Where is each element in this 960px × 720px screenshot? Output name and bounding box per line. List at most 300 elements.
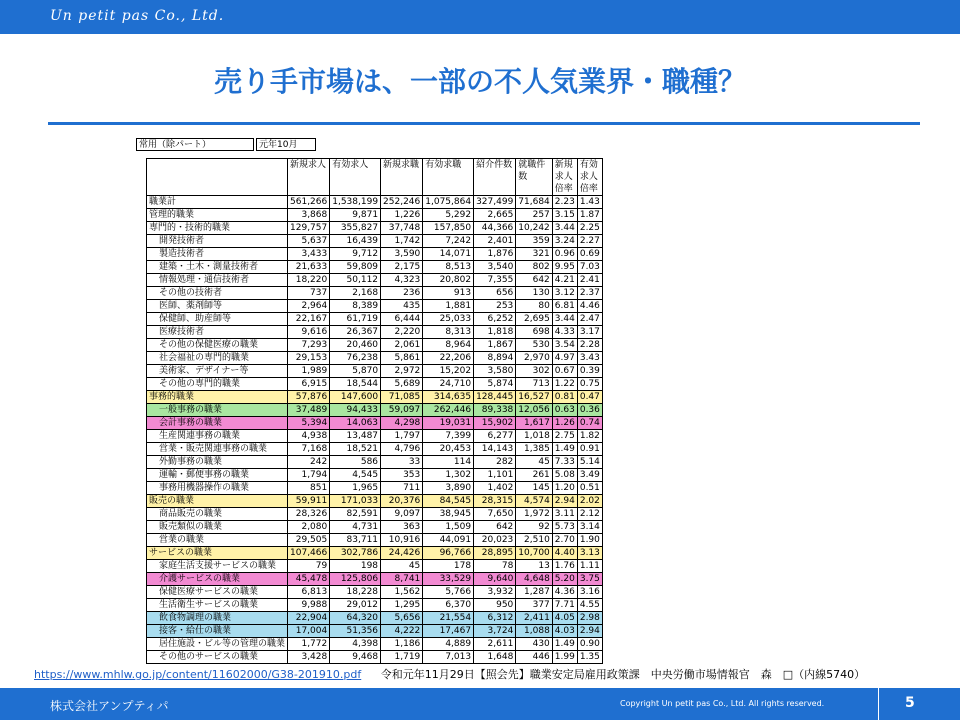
occupation-label: 会計事務の職業	[147, 417, 288, 430]
column-header: 新規求人倍率	[552, 159, 577, 196]
occupation-label: 飲食物調理の職業	[147, 612, 288, 625]
table-cell: 3.54	[552, 339, 577, 352]
table-cell: 147,600	[330, 391, 381, 404]
table-cell: 9,640	[474, 573, 516, 586]
table-cell: 25,033	[423, 313, 474, 326]
table-row	[147, 391, 603, 404]
occupation-label: 生活衛生サービスの職業	[147, 599, 288, 612]
table-cell: 171,033	[330, 495, 381, 508]
table-cell: 7,650	[474, 508, 516, 521]
table-cell: 2,401	[474, 235, 516, 248]
table-cell: 21,554	[423, 612, 474, 625]
table-cell: 1,797	[381, 430, 423, 443]
table-cell: 302	[516, 365, 553, 378]
table-cell: 8,894	[474, 352, 516, 365]
table-cell: 96,766	[423, 547, 474, 560]
table-cell: 9,468	[330, 651, 381, 664]
table-cell: 1,018	[516, 430, 553, 443]
table-cell: 7.33	[552, 456, 577, 469]
occupation-label: 生産関連事務の職業	[147, 430, 288, 443]
table-cell: 20,023	[474, 534, 516, 547]
table-cell: 64,320	[330, 612, 381, 625]
table-cell: 642	[516, 274, 553, 287]
table-cell: 8,513	[423, 261, 474, 274]
table-cell: 4,574	[516, 495, 553, 508]
table-cell: 3.43	[577, 352, 602, 365]
table-cell: 5,766	[423, 586, 474, 599]
table-cell: 1,881	[423, 300, 474, 313]
occupation-label: 一般事務の職業	[147, 404, 288, 417]
table-cell: 1,989	[288, 365, 330, 378]
job-statistics-table	[146, 158, 603, 664]
table-cell: 0.91	[577, 443, 602, 456]
table-cell: 242	[288, 456, 330, 469]
table-cell: 129,757	[288, 222, 330, 235]
table-cell: 586	[330, 456, 381, 469]
table-cell: 1.49	[552, 638, 577, 651]
table-row	[147, 430, 603, 443]
slide-title: 売り手市場は、一部の不人気業界・職種？	[213, 65, 746, 98]
table-cell: 851	[288, 482, 330, 495]
table-cell: 0.51	[577, 482, 602, 495]
table-cell: 2,411	[516, 612, 553, 625]
table-cell: 3,868	[288, 209, 330, 222]
table-cell: 2,510	[516, 534, 553, 547]
table-cell: 2,061	[381, 339, 423, 352]
table-cell: 4.21	[552, 274, 577, 287]
table-cell: 89,338	[474, 404, 516, 417]
table-cell: 2.98	[577, 612, 602, 625]
table-cell: 21,633	[288, 261, 330, 274]
table-cell: 94,433	[330, 404, 381, 417]
table-cell: 4.36	[552, 586, 577, 599]
table-row	[147, 599, 603, 612]
table-cell: 0.67	[552, 365, 577, 378]
sheet-label: 常用（除パート）	[136, 138, 254, 151]
table-cell: 1.82	[577, 430, 602, 443]
table-cell: 22,904	[288, 612, 330, 625]
table-cell: 29,012	[330, 599, 381, 612]
table-cell: 84,545	[423, 495, 474, 508]
table-cell: 28,315	[474, 495, 516, 508]
table-cell: 5,870	[330, 365, 381, 378]
occupation-label: 介護サービスの職業	[147, 573, 288, 586]
table-cell: 7.03	[577, 261, 602, 274]
table-cell: 0.96	[552, 248, 577, 261]
table-cell: 1,287	[516, 586, 553, 599]
table-cell: 1,509	[423, 521, 474, 534]
table-cell: 2,972	[381, 365, 423, 378]
table-row	[147, 521, 603, 534]
table-cell: 1.22	[552, 378, 577, 391]
table-cell: 3.13	[577, 547, 602, 560]
table-cell: 19,031	[423, 417, 474, 430]
occupation-label: 商品販売の職業	[147, 508, 288, 521]
table-cell: 1,075,864	[423, 196, 474, 209]
table-cell: 59,097	[381, 404, 423, 417]
table-cell: 45	[516, 456, 553, 469]
occupation-label: 情報処理・通信技術者	[147, 274, 288, 287]
table-cell: 78	[474, 560, 516, 573]
occupation-label: その他の技術者	[147, 287, 288, 300]
table-cell: 1.43	[577, 196, 602, 209]
table-cell: 14,063	[330, 417, 381, 430]
table-row	[147, 339, 603, 352]
occupation-label: 家庭生活支援サービスの職業	[147, 560, 288, 573]
table-cell: 13,487	[330, 430, 381, 443]
table-cell: 1,385	[516, 443, 553, 456]
table-cell: 28,326	[288, 508, 330, 521]
table-cell: 1,226	[381, 209, 423, 222]
table-cell: 51,356	[330, 625, 381, 638]
table-cell: 1,719	[381, 651, 423, 664]
title-divider	[48, 122, 920, 125]
column-header: 新規求職	[381, 159, 423, 196]
table-cell: 3,724	[474, 625, 516, 638]
table-cell: 4,545	[330, 469, 381, 482]
copyright-text: Copyright Un petit pas Co., Ltd. All rights reserved.	[620, 699, 825, 708]
table-cell: 711	[381, 482, 423, 495]
table-cell: 12,056	[516, 404, 553, 417]
table-cell: 4,323	[381, 274, 423, 287]
table-cell: 7,355	[474, 274, 516, 287]
table-cell: 9,712	[330, 248, 381, 261]
table-cell: 22,167	[288, 313, 330, 326]
table-cell: 5.08	[552, 469, 577, 482]
table-row	[147, 352, 603, 365]
table-cell: 28,895	[474, 547, 516, 560]
table-cell: 10,916	[381, 534, 423, 547]
table-cell: 198	[330, 560, 381, 573]
table-cell: 33	[381, 456, 423, 469]
table-row	[147, 378, 603, 391]
table-cell: 7,013	[423, 651, 474, 664]
table-row	[147, 287, 603, 300]
table-cell: 2.27	[577, 235, 602, 248]
table-cell: 6,370	[423, 599, 474, 612]
table-cell: 3.24	[552, 235, 577, 248]
table-cell: 713	[516, 378, 553, 391]
table-cell: 2,611	[474, 638, 516, 651]
bottom-bar	[0, 688, 960, 720]
table-cell: 3.17	[577, 326, 602, 339]
table-cell: 0.47	[577, 391, 602, 404]
table-cell: 430	[516, 638, 553, 651]
table-cell: 446	[516, 651, 553, 664]
table-cell: 8,964	[423, 339, 474, 352]
table-cell: 2.75	[552, 430, 577, 443]
table-cell: 157,850	[423, 222, 474, 235]
table-row	[147, 469, 603, 482]
table-cell: 4,731	[330, 521, 381, 534]
table-cell: 6,915	[288, 378, 330, 391]
table-cell: 0.63	[552, 404, 577, 417]
table-cell: 18,228	[330, 586, 381, 599]
table-cell: 561,266	[288, 196, 330, 209]
table-row	[147, 300, 603, 313]
table-cell: 6,252	[474, 313, 516, 326]
table-cell: 1.11	[577, 560, 602, 573]
table-row	[147, 547, 603, 560]
table-cell: 76,238	[330, 352, 381, 365]
table-cell: 2.41	[577, 274, 602, 287]
occupation-label: 接客・給仕の職業	[147, 625, 288, 638]
table-cell: 359	[516, 235, 553, 248]
table-cell: 0.39	[577, 365, 602, 378]
table-cell: 20,453	[423, 443, 474, 456]
table-cell: 4,398	[330, 638, 381, 651]
table-cell: 18,220	[288, 274, 330, 287]
table-row	[147, 417, 603, 430]
table-cell: 15,902	[474, 417, 516, 430]
table-cell: 6,277	[474, 430, 516, 443]
table-cell: 5.14	[577, 456, 602, 469]
table-cell: 0.36	[577, 404, 602, 417]
table-cell: 80	[516, 300, 553, 313]
table-cell: 59,911	[288, 495, 330, 508]
column-header: 有効求人	[330, 159, 381, 196]
table-cell: 15,202	[423, 365, 474, 378]
table-cell: 57,876	[288, 391, 330, 404]
table-cell: 2,964	[288, 300, 330, 313]
table-cell: 1,648	[474, 651, 516, 664]
occupation-label: 外勤事務の職業	[147, 456, 288, 469]
table-cell: 2.94	[577, 625, 602, 638]
table-cell: 8,313	[423, 326, 474, 339]
header-blank	[147, 159, 288, 196]
occupation-label: 販売類似の職業	[147, 521, 288, 534]
table-cell: 37,748	[381, 222, 423, 235]
table-cell: 353	[381, 469, 423, 482]
table-cell: 22,206	[423, 352, 474, 365]
table-cell: 18,544	[330, 378, 381, 391]
table-cell: 3.14	[577, 521, 602, 534]
table-row	[147, 508, 603, 521]
table-cell: 5,874	[474, 378, 516, 391]
table-cell: 145	[516, 482, 553, 495]
table-row	[147, 443, 603, 456]
table-row	[147, 651, 603, 664]
table-cell: 59,809	[330, 261, 381, 274]
table-cell: 6,312	[474, 612, 516, 625]
table-cell: 7,293	[288, 339, 330, 352]
table-cell: 2.02	[577, 495, 602, 508]
table-cell: 71,085	[381, 391, 423, 404]
table-cell: 253	[474, 300, 516, 313]
table-cell: 3.49	[577, 469, 602, 482]
occupation-label: その他の専門的職業	[147, 378, 288, 391]
table-cell: 5,689	[381, 378, 423, 391]
table-cell: 1,772	[288, 638, 330, 651]
table-cell: 0.81	[552, 391, 577, 404]
table-cell: 3,433	[288, 248, 330, 261]
table-cell: 2.47	[577, 313, 602, 326]
table-row	[147, 404, 603, 417]
column-header: 紹介件数	[474, 159, 516, 196]
table-cell: 1,617	[516, 417, 553, 430]
table-row	[147, 313, 603, 326]
table-cell: 1,402	[474, 482, 516, 495]
table-cell: 14,143	[474, 443, 516, 456]
table-cell: 29,505	[288, 534, 330, 547]
table-cell: 29,153	[288, 352, 330, 365]
table-row	[147, 365, 603, 378]
table-cell: 26,367	[330, 326, 381, 339]
table-cell: 2,168	[330, 287, 381, 300]
occupation-label: 居住施設・ビル等の管理の職業	[147, 638, 288, 651]
table-cell: 8,741	[381, 573, 423, 586]
table-cell: 8,389	[330, 300, 381, 313]
table-cell: 1,794	[288, 469, 330, 482]
table-cell: 1,742	[381, 235, 423, 248]
occupation-label: 専門的・技術的職業	[147, 222, 288, 235]
occupation-label: 製造技術者	[147, 248, 288, 261]
table-header-row	[147, 159, 603, 196]
table-cell: 2.37	[577, 287, 602, 300]
occupation-label: 事務的職業	[147, 391, 288, 404]
table-cell: 6,444	[381, 313, 423, 326]
table-row	[147, 274, 603, 287]
table-row	[147, 612, 603, 625]
table-cell: 1.90	[577, 534, 602, 547]
occupation-label: 職業計	[147, 196, 288, 209]
table-row	[147, 235, 603, 248]
table-cell: 355,827	[330, 222, 381, 235]
company-name: 株式会社アンプティパ	[50, 699, 169, 713]
table-cell: 4,889	[423, 638, 474, 651]
table-cell: 314,635	[423, 391, 474, 404]
table-cell: 13	[516, 560, 553, 573]
table-cell: 363	[381, 521, 423, 534]
table-row	[147, 261, 603, 274]
table-row	[147, 573, 603, 586]
occupation-label: 美術家、デザイナー等	[147, 365, 288, 378]
table-cell: 4.46	[577, 300, 602, 313]
top-bar	[0, 0, 960, 34]
table-cell: 282	[474, 456, 516, 469]
table-cell: 3.44	[552, 222, 577, 235]
table-body	[147, 196, 603, 664]
table-cell: 79	[288, 560, 330, 573]
column-header: 就職件数	[516, 159, 553, 196]
table-cell: 1,965	[330, 482, 381, 495]
table-cell: 4.33	[552, 326, 577, 339]
table-cell: 107,466	[288, 547, 330, 560]
table-row	[147, 534, 603, 547]
table-cell: 4.97	[552, 352, 577, 365]
table-cell: 7,168	[288, 443, 330, 456]
column-header: 有効求人倍率	[577, 159, 602, 196]
column-header: 有効求職	[423, 159, 474, 196]
table-cell: 1,302	[423, 469, 474, 482]
table-cell: 3.75	[577, 573, 602, 586]
table-cell: 33,529	[423, 573, 474, 586]
occupation-label: 医療技術者	[147, 326, 288, 339]
occupation-label: その他の保健医療の職業	[147, 339, 288, 352]
table-cell: 1.20	[552, 482, 577, 495]
table-cell: 10,242	[516, 222, 553, 235]
brand-name: Un petit pas Co., Ltd.	[50, 8, 225, 24]
occupation-label: 社会福祉の専門的職業	[147, 352, 288, 365]
table-cell: 4.03	[552, 625, 577, 638]
source-link[interactable]: https://www.mhlw.go.jp/content/11602000/G38-201910.pdf	[34, 668, 362, 681]
table-cell: 2,220	[381, 326, 423, 339]
table-cell: 37,489	[288, 404, 330, 417]
table-row	[147, 560, 603, 573]
table-cell: 2,970	[516, 352, 553, 365]
page-divider	[878, 688, 879, 720]
table-row	[147, 326, 603, 339]
table-cell: 82,591	[330, 508, 381, 521]
table-cell: 252,246	[381, 196, 423, 209]
table-cell: 3.16	[577, 586, 602, 599]
table-cell: 5,861	[381, 352, 423, 365]
table-cell: 7,242	[423, 235, 474, 248]
table-cell: 1.76	[552, 560, 577, 573]
table-cell: 737	[288, 287, 330, 300]
table-cell: 114	[423, 456, 474, 469]
table-cell: 5,292	[423, 209, 474, 222]
table-cell: 321	[516, 248, 553, 261]
table-cell: 913	[423, 287, 474, 300]
table-cell: 4,796	[381, 443, 423, 456]
table-cell: 5,394	[288, 417, 330, 430]
table-cell: 4.55	[577, 599, 602, 612]
table-cell: 125,806	[330, 573, 381, 586]
table-cell: 10,700	[516, 547, 553, 560]
table-cell: 2.12	[577, 508, 602, 521]
table-cell: 3.44	[552, 313, 577, 326]
table-cell: 4.05	[552, 612, 577, 625]
table-cell: 9,988	[288, 599, 330, 612]
occupation-label: 事務用機器操作の職業	[147, 482, 288, 495]
table-cell: 7.71	[552, 599, 577, 612]
table-cell: 435	[381, 300, 423, 313]
occupation-label: 営業の職業	[147, 534, 288, 547]
table-row	[147, 209, 603, 222]
table-cell: 4.40	[552, 547, 577, 560]
table-cell: 3,890	[423, 482, 474, 495]
table-cell: 1.49	[552, 443, 577, 456]
table-cell: 20,376	[381, 495, 423, 508]
table-cell: 3,932	[474, 586, 516, 599]
occupation-label: 保健医療サービスの職業	[147, 586, 288, 599]
table-cell: 20,802	[423, 274, 474, 287]
table-cell: 3,428	[288, 651, 330, 664]
table-cell: 5.73	[552, 521, 577, 534]
table-cell: 17,004	[288, 625, 330, 638]
table-cell: 950	[474, 599, 516, 612]
occupation-label: 販売の職業	[147, 495, 288, 508]
occupation-label: 建築・土木・測量技術者	[147, 261, 288, 274]
table-cell: 2,080	[288, 521, 330, 534]
table-cell: 5.20	[552, 573, 577, 586]
table-row	[147, 625, 603, 638]
table-cell: 656	[474, 287, 516, 300]
table-cell: 2,695	[516, 313, 553, 326]
table-cell: 5,656	[381, 612, 423, 625]
table-row	[147, 196, 603, 209]
table-cell: 1,867	[474, 339, 516, 352]
table-cell: 2,175	[381, 261, 423, 274]
occupation-label: 営業・販売関連事務の職業	[147, 443, 288, 456]
table-cell: 802	[516, 261, 553, 274]
table-cell: 2,665	[474, 209, 516, 222]
table-cell: 1,186	[381, 638, 423, 651]
source-note: 令和元年11月29日【照会先】職業安定局雇用政策課 中央労働市場情報官 森 □（内線5740）	[380, 668, 866, 681]
table-cell: 642	[474, 521, 516, 534]
occupation-label: 運輸・郵便事務の職業	[147, 469, 288, 482]
